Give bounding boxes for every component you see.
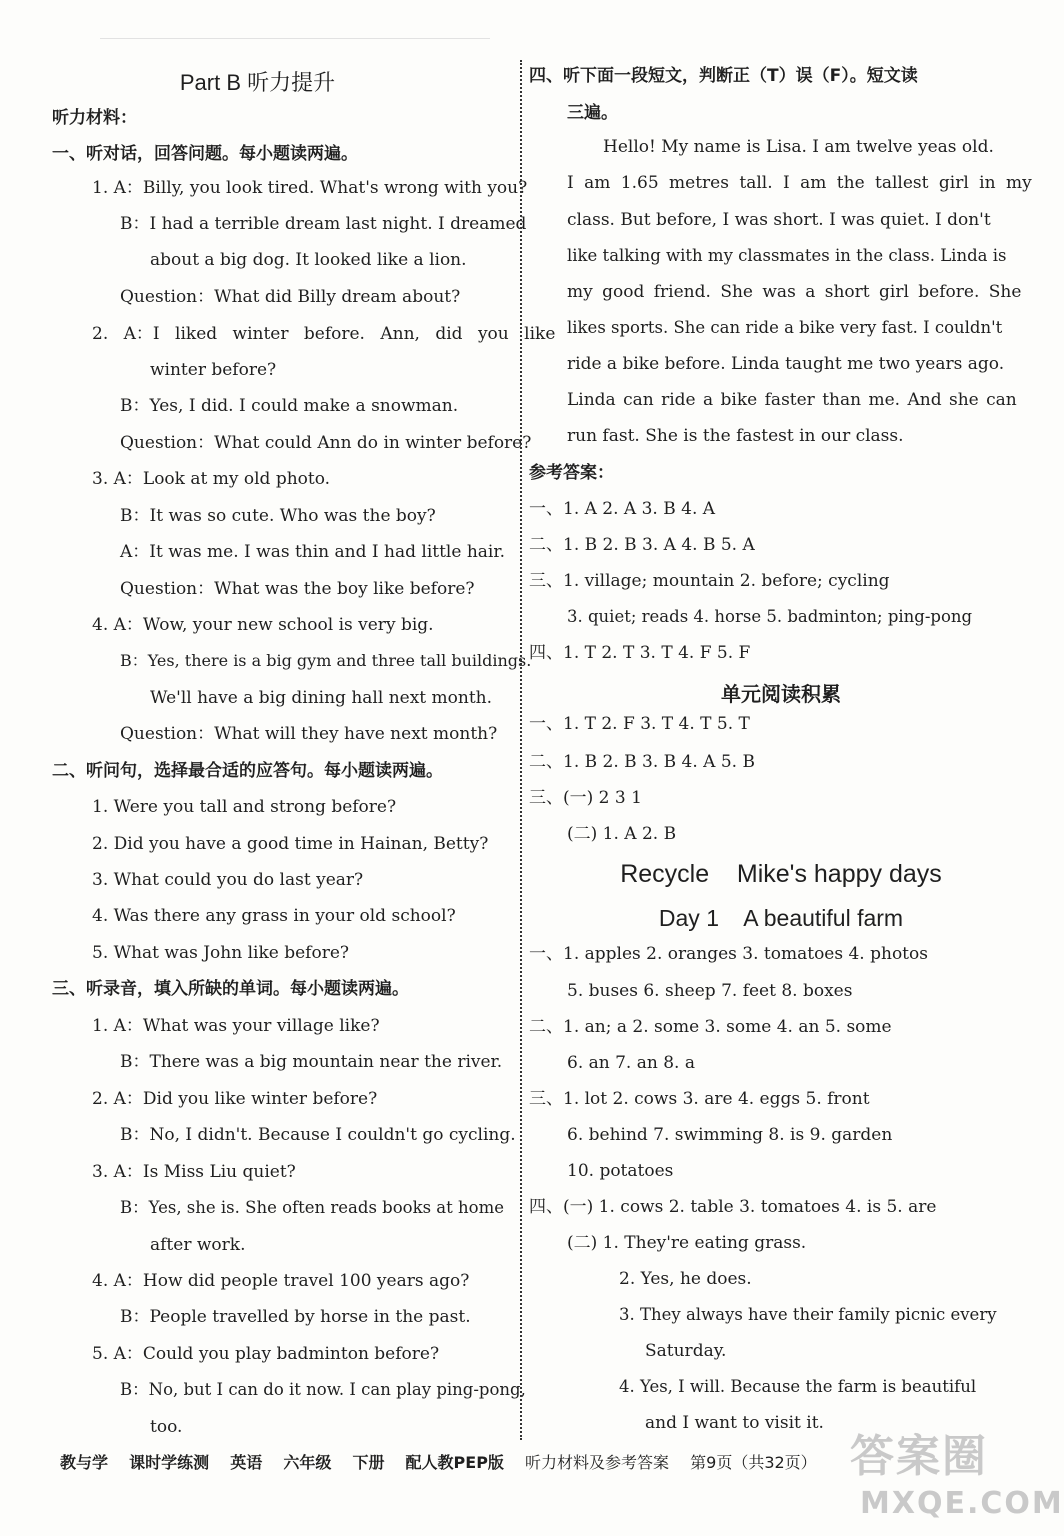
answer-line: and I want to visit it. [645, 1413, 824, 1433]
passage-line: ride a bike before. Linda taught me two years ago. [567, 354, 1005, 374]
dialog-line: 3. A：Is Miss Liu quiet? [92, 1162, 296, 1182]
dialog-line: too. [150, 1417, 183, 1437]
question-item: 4. Was there any grass in your old school? [92, 906, 456, 926]
answer-line: 6. an 7. an 8. a [567, 1053, 695, 1073]
day-title: Day 1 A beautiful farm [658, 905, 904, 931]
dialog-line: B：Yes, she is. She often reads books at home [120, 1198, 504, 1217]
answer-line: 二、1. B 2. B 3. A 4. B 5. A [529, 535, 755, 555]
question-item: 5. What was John like before? [92, 943, 349, 963]
footer-series: 课时学练测 [129, 1453, 210, 1472]
passage-line: like talking with my classmates in the class. Linda is [567, 246, 1007, 265]
answer-line: 5. buses 6. sheep 7. feet 8. boxes [567, 981, 853, 1001]
dialog-line: B：Yes, I did. I could make a snowman. [120, 396, 459, 416]
footer-grade: 六年级 [283, 1453, 332, 1472]
dialog-line: B：No, I didn't. Because I couldn't go cycling. [120, 1125, 516, 1145]
section-four-heading: 四、听下面一段短文，判断正（T）误（F）。短文读 [529, 66, 918, 86]
answer-line: 3. They always have their family picnic every [619, 1305, 997, 1324]
answer-line: 3. quiet; reads 4. horse 5. badminton; ping-pong [567, 607, 973, 626]
listening-material-label: 听力材料： [52, 108, 137, 128]
watermark-logo [850, 1420, 1064, 1530]
watermark-text: 答案圈 [850, 1431, 988, 1482]
question-line: Question：What did Billy dream about? [120, 287, 461, 307]
dialog-line: B：There was a big mountain near the river. [120, 1052, 503, 1072]
answer-line: 四、1. T 2. T 3. T 4. F 5. F [529, 643, 751, 663]
dialog-line: B：It was so cute. Who was the boy? [120, 506, 436, 526]
answer-line: 一、1. apples 2. oranges 3. tomatoes 4. photos [529, 944, 928, 964]
dialog-line: B：I had a terrible dream last night. I dreamed [120, 214, 527, 234]
passage-line: my good friend. She was a short girl before. She [567, 282, 1022, 302]
dialog-line: 1. A：Billy, you look tired. What's wrong with you? [92, 178, 528, 198]
dialog-line: 2. A：I liked winter before. Ann, did you like [92, 324, 556, 344]
footer-note: 听力材料及参考答案 [525, 1453, 670, 1472]
section-one-heading: 一、听对话，回答问题。每小题读两遍。 [52, 144, 358, 164]
section-title-part-b: Part B 听力提升 [179, 70, 336, 95]
passage-line: Hello! My name is Lisa. I am twelve yeas old. [603, 137, 994, 157]
footer-volume: 下册 [352, 1453, 385, 1472]
dialog-line: We'll have a big dining hall next month. [150, 688, 493, 708]
section-four-heading-cont: 三遍。 [567, 103, 618, 123]
passage-line: run fast. She is the fastest in our class. [567, 426, 904, 446]
dialog-line: 1. A：What was your village like? [92, 1016, 380, 1036]
answer-line: 二、1. an; a 2. some 3. some 4. an 5. some [529, 1017, 892, 1037]
answer-line: 10. potatoes [567, 1161, 674, 1181]
recycle-title: Recycle Mike's happy days [620, 860, 942, 888]
answer-line: 一、1. A 2. A 3. B 4. A [529, 499, 716, 519]
passage-line: I am 1.65 metres tall. I am the tallest girl in my [567, 173, 1032, 193]
answer-line: 三、1. lot 2. cows 3. are 4. eggs 5. front [529, 1089, 870, 1109]
answer-line: Saturday. [645, 1341, 727, 1361]
dialog-line: B：Yes, there is a big gym and three tall buildings. [120, 651, 532, 670]
answer-line: 二、1. B 2. B 3. B 4. A 5. B [529, 752, 755, 772]
answer-line: 6. behind 7. swimming 8. is 9. garden [567, 1125, 893, 1145]
dialog-line: B：People travelled by horse in the past. [120, 1307, 471, 1327]
footer-brand: 教与学 [60, 1453, 109, 1472]
dialog-line: 2. A：Did you like winter before? [92, 1089, 378, 1109]
question-item: 2. Did you have a good time in Hainan, Betty? [92, 834, 489, 854]
answer-line: (二) 1. They're eating grass. [567, 1233, 807, 1253]
dialog-line: A：It was me. I was thin and I had little hair. [120, 542, 506, 562]
dialog-line: B：No, but I can do it now. I can play ping-pong, [120, 1380, 526, 1399]
question-line: Question：What could Ann do in winter before? [120, 433, 532, 453]
dialog-line: 5. A：Could you play badminton before? [92, 1344, 440, 1364]
dialog-line: after work. [150, 1235, 246, 1255]
passage-line: likes sports. She can ride a bike very fast. I couldn't [567, 318, 1003, 337]
question-line: Question：What will they have next month? [120, 724, 498, 744]
passage-line: Linda can ride a bike faster than me. And she can [567, 390, 1017, 410]
dialog-line: 3. A：Look at my old photo. [92, 469, 331, 489]
footer-edition: 配人教PEP版 [405, 1453, 504, 1472]
passage-line: class. But before, I was short. I was quiet. I don't [567, 210, 991, 230]
answer-line: 一、1. T 2. F 3. T 4. T 5. T [529, 714, 750, 734]
reading-title: 单元阅读积累 [721, 682, 841, 706]
page-number: 第9页（共32页） [690, 1453, 817, 1472]
dialog-line: 4. A：Wow, your new school is very big. [92, 615, 434, 635]
question-item: 3. What could you do last year? [92, 870, 364, 890]
answer-line: 2. Yes, he does. [619, 1269, 752, 1289]
answer-key-label: 参考答案： [529, 463, 614, 483]
answer-line: 三、(一) 2 3 1 [529, 788, 642, 808]
dialog-line: winter before? [150, 360, 277, 380]
top-rule [100, 38, 490, 39]
section-three-heading: 三、听录音，填入所缺的单词。每小题读两遍。 [52, 979, 409, 999]
dialog-line: 4. A：How did people travel 100 years ago? [92, 1271, 470, 1291]
footer-subject: 英语 [230, 1453, 263, 1472]
answer-line: 三、1. village; mountain 2. before; cycling [529, 571, 890, 591]
section-two-heading: 二、听问句，选择最合适的应答句。每小题读两遍。 [52, 761, 443, 781]
question-line: Question：What was the boy like before? [120, 579, 475, 599]
dialog-line: about a big dog. It looked like a lion. [150, 250, 467, 270]
column-divider [520, 60, 522, 1440]
question-item: 1. Were you tall and strong before? [92, 797, 397, 817]
answer-line: 4. Yes, I will. Because the farm is beautiful [619, 1377, 977, 1396]
answer-line: 四、(一) 1. cows 2. table 3. tomatoes 4. is 5. are [529, 1197, 937, 1217]
answer-line: (二) 1. A 2. B [567, 824, 677, 844]
watermark-url: MXQE.COM [860, 1486, 1064, 1521]
